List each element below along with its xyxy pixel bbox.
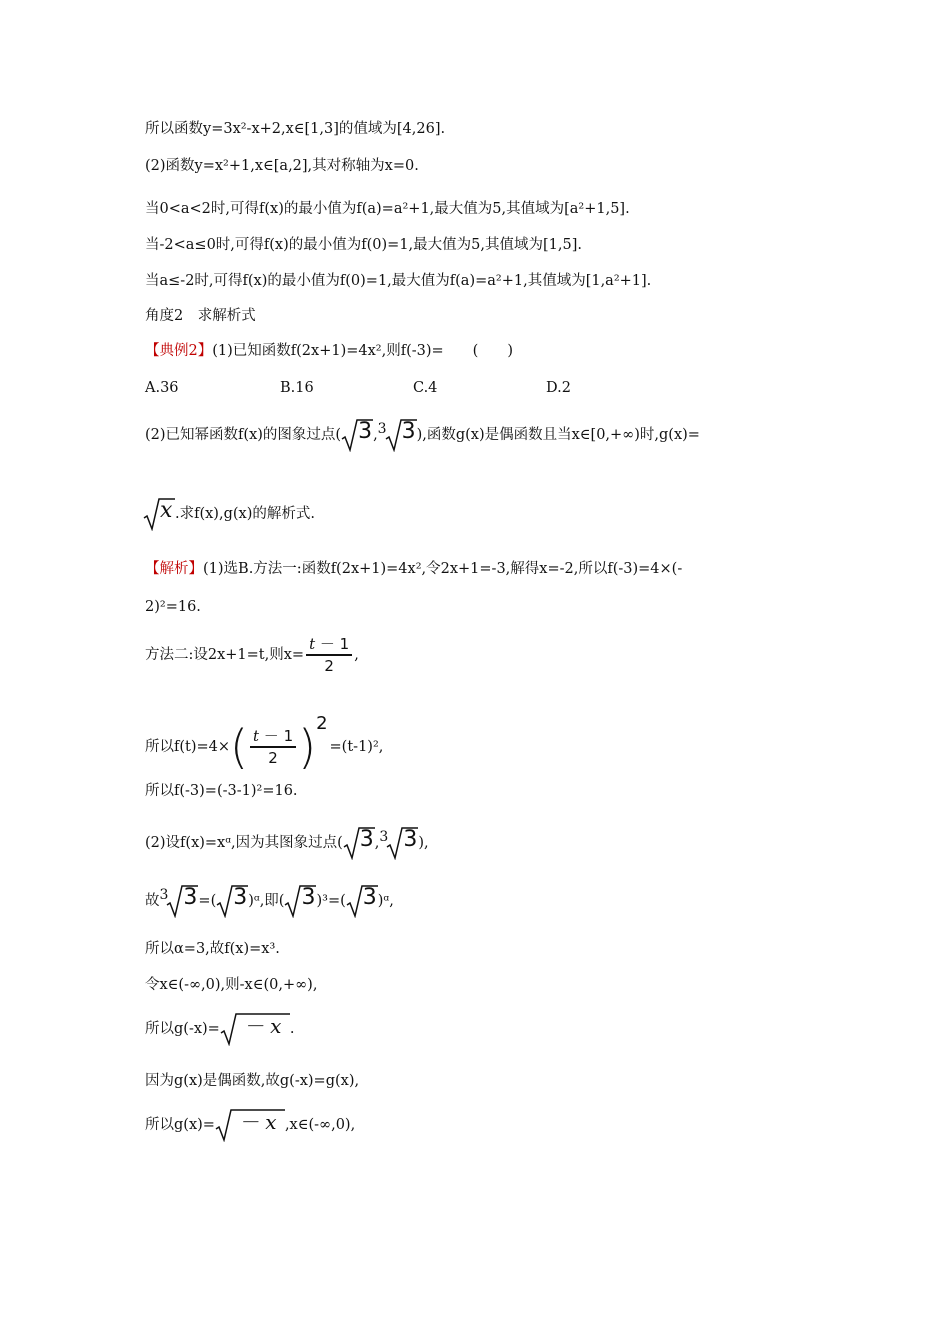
text-segment: 所以g(-x)= bbox=[145, 1021, 220, 1037]
text-segment: .求f(x),g(x)的解析式. bbox=[175, 506, 315, 522]
text-line-15 bbox=[145, 820, 429, 860]
example-question: (1)已知函数f(2x+1)=4x²,则f(-3)= ( ) bbox=[212, 343, 513, 359]
text-segment: (2)已知幂函数f(x)的图象过点( bbox=[145, 427, 342, 443]
text-line-2: (2)函数y=x²+1,x∈[a,2],其对称轴为x=0. bbox=[145, 158, 419, 174]
text-line-18: 令x∈(-∞,0),则-x∈(0,+∞), bbox=[145, 977, 318, 993]
numerator-var: t bbox=[309, 635, 316, 654]
exponent: 2 bbox=[316, 713, 328, 734]
example-tag: 【典例2】 bbox=[145, 343, 213, 359]
text-segment: ), bbox=[418, 835, 429, 851]
text-line-1: 所以函数y=3x²-x+2,x∈[1,3]的值域为[4,26]. bbox=[145, 121, 446, 137]
text-segment: (2)设f(x)=xᵅ,因为其图象过点( bbox=[145, 835, 343, 851]
sqrt-three bbox=[166, 884, 198, 918]
text-segment: 所以g(x)= bbox=[145, 1117, 215, 1133]
sqrt-neg-x bbox=[215, 1108, 285, 1142]
text-line-19 bbox=[145, 1012, 294, 1046]
radicand: 3 bbox=[233, 885, 248, 910]
sqrt-three bbox=[341, 418, 373, 452]
options-row bbox=[145, 378, 745, 398]
text-segment: =(t-1)², bbox=[329, 739, 384, 755]
text-segment: ,x∈(-∞,0), bbox=[284, 1117, 356, 1133]
text-line-8 bbox=[145, 413, 700, 452]
numerator-rest: － 1 bbox=[315, 635, 350, 654]
text-line-17: 所以α=3,故f(x)=x³. bbox=[145, 941, 280, 957]
text-line-3: 当0<a<2时,可得f(x)的最小值为f(a)=a²+1,最大值为5,其值域为[a²+1,5]. bbox=[145, 201, 630, 217]
denominator: 2 bbox=[268, 748, 278, 767]
text-segment: 所以f(t)=4× bbox=[145, 739, 231, 755]
radicand: 3 bbox=[301, 885, 316, 910]
option-b: B.16 bbox=[280, 380, 314, 396]
sqrt-three bbox=[284, 884, 316, 918]
text-line-13 bbox=[145, 695, 383, 776]
left-paren: ( bbox=[230, 720, 248, 774]
radicand: x bbox=[160, 498, 173, 523]
text-line-12 bbox=[145, 633, 359, 677]
text-segment: , bbox=[374, 835, 380, 851]
radicand: 3 bbox=[403, 827, 418, 852]
text-segment: , bbox=[373, 427, 378, 443]
text-segment: )ᵅ, bbox=[377, 893, 394, 909]
radicand: 3 bbox=[362, 885, 377, 910]
coefficient: 3 bbox=[159, 887, 169, 903]
option-d: D.2 bbox=[546, 380, 571, 396]
numerator-var: t bbox=[253, 727, 260, 746]
text-segment: )ᵅ,即( bbox=[248, 893, 285, 909]
text-line-20: 因为g(x)是偶函数,故g(-x)=g(x), bbox=[145, 1073, 360, 1089]
text-line-9 bbox=[145, 497, 315, 531]
sqrt-three bbox=[386, 826, 418, 860]
text-segment: )³=( bbox=[316, 893, 346, 909]
text-line-4: 当-2<a≤0时,可得f(x)的最小值为f(0)=1,最大值为5,其值域为[1,5]. bbox=[145, 237, 582, 253]
section-heading: 角度2 求解析式 bbox=[145, 308, 256, 324]
option-a: A.36 bbox=[145, 380, 179, 396]
radicand: 3 bbox=[183, 885, 198, 910]
text-segment: 故 bbox=[145, 893, 160, 909]
text-segment: , bbox=[354, 647, 359, 663]
text-segment: 方法二:设2x+1=t,则x= bbox=[145, 647, 305, 663]
text-line-14: 所以f(-3)=(-3-1)²=16. bbox=[145, 783, 298, 799]
solution-text: (1)选B.方法一:函数f(2x+1)=4x²,令2x+1=-3,解得x=-2,所以f(-3)=4×(- bbox=[203, 561, 683, 577]
radicand: － x bbox=[243, 1014, 282, 1038]
sqrt-three bbox=[343, 826, 375, 860]
right-paren: ) bbox=[298, 720, 317, 774]
text-line-21 bbox=[145, 1108, 355, 1142]
sqrt-neg-x bbox=[220, 1012, 290, 1046]
text-line-5: 当a≤-2时,可得f(x)的最小值为f(0)=1,最大值为f(a)=a²+1,其值域为[1,a²+1]. bbox=[145, 273, 652, 289]
example-line bbox=[145, 341, 513, 361]
coefficient: 3 bbox=[377, 421, 387, 437]
radicand: － x bbox=[238, 1110, 277, 1134]
sqrt-three bbox=[346, 884, 378, 918]
solution-tag: 【解析】 bbox=[145, 561, 203, 577]
text-line-11: 2)²=16. bbox=[145, 599, 201, 615]
sqrt-three bbox=[385, 418, 417, 452]
option-c: C.4 bbox=[413, 380, 438, 396]
text-line-16 bbox=[145, 878, 394, 918]
coefficient: 3 bbox=[379, 829, 389, 845]
sqrt-three bbox=[216, 884, 248, 918]
numerator-rest: － 1 bbox=[259, 727, 294, 746]
text-segment: =( bbox=[198, 893, 217, 909]
text-segment: . bbox=[289, 1021, 295, 1037]
sqrt-x bbox=[143, 497, 175, 531]
fraction bbox=[306, 634, 352, 675]
radicand: 3 bbox=[358, 419, 373, 444]
text-segment: ),函数g(x)是偶函数且当x∈[0,+∞)时,g(x)= bbox=[416, 427, 700, 443]
denominator: 2 bbox=[324, 656, 334, 675]
radicand: 3 bbox=[359, 827, 374, 852]
fraction bbox=[250, 726, 296, 767]
radicand: 3 bbox=[401, 419, 416, 444]
solution-line bbox=[145, 559, 682, 579]
